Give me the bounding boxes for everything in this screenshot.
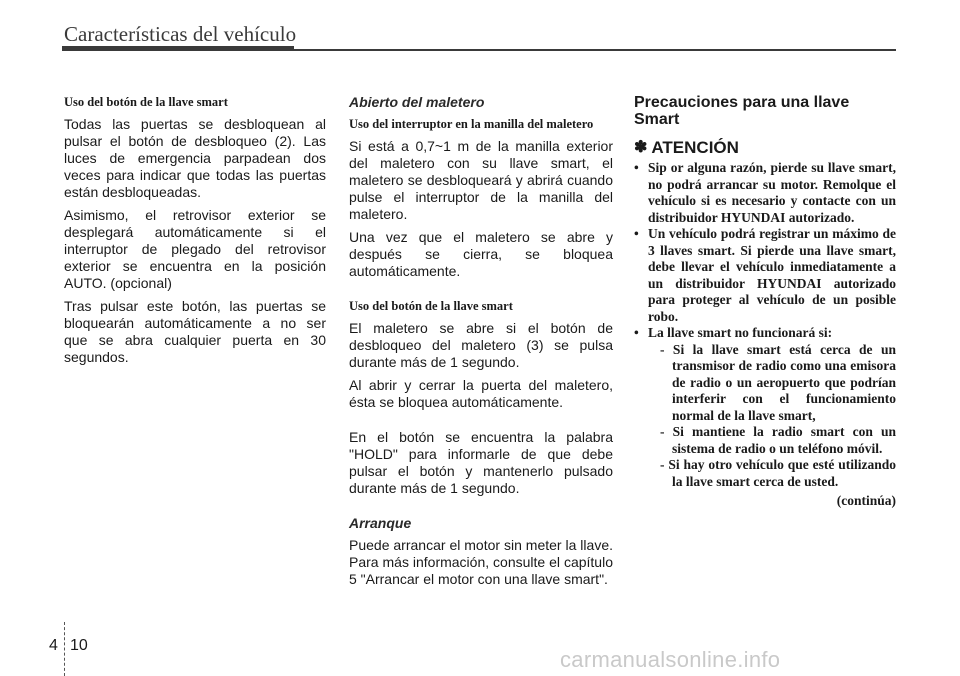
precautions-title: Precauciones para una llave Smart bbox=[634, 94, 850, 128]
section-title-start: Arranque bbox=[349, 515, 412, 531]
warning-list bbox=[634, 160, 896, 490]
continued-note: (continúa) bbox=[836, 493, 896, 508]
paragraph: Puede arrancar el motor sin meter la llave. Para más información, consulte el capítulo 5 "Arrancar el motor con una llave smart". bbox=[349, 537, 613, 587]
list-item: - Si hay otro vehículo que esté utilizando la llave smart cerca de usted. bbox=[660, 457, 896, 489]
column-right bbox=[634, 94, 896, 509]
warning-label: ATENCIÓN bbox=[651, 138, 739, 157]
page-header-title: Características del vehículo bbox=[64, 22, 297, 46]
list-item: - Si mantiene la radio smart con un sistema de radio o un teléfono móvil. bbox=[660, 424, 896, 456]
list-item: • La llave smart no funcionará si: - Si la llave smart está cerca de un transmisor de radio como una emisora de radio o un aeropuerto que podrían interferir con el funcionamiento normal de la llave smart, - Si mantiene la radio smart con un sistema de radio o un teléfono móvil. - Si hay otro vehículo que esté utilizando la llave smart cerca de usted. bbox=[634, 325, 896, 489]
paragraph: Si está a 0,7~1 m de la manilla exterior del maletero con su llave smart, el maletero se desbloqueará y abrirá cuando pulse el interruptor de la manilla del maletero. bbox=[349, 138, 613, 222]
subheading-trunk-handle-switch: Uso del interruptor en la manilla del maletero bbox=[349, 117, 594, 131]
paragraph: Asimismo, el retrovisor exterior se desplegará automáticamente si el interruptor de plegado del retrovisor exterior se encuentra en la posición AUTO. (opcional) bbox=[64, 207, 326, 291]
paragraph: En el botón se encuentra la palabra "HOLD" para informarle de que debe pulsar el botón y mantenerlo pulsado durante más de 1 segundo. bbox=[349, 429, 613, 496]
chapter-number: 4 bbox=[49, 637, 58, 654]
subheading-smart-key-button-trunk: Uso del botón de la llave smart bbox=[349, 299, 513, 313]
paragraph: Todas las puertas se desbloquean al pulsar el botón de desbloqueo (2). Las luces de emergencia parpadean dos veces para indicar que todas las puertas están desbloqueadas. bbox=[64, 116, 326, 200]
paragraph: Una vez que el maletero se abre y después se cierra, se bloquea automáticamente. bbox=[349, 229, 613, 279]
paragraph: Tras pulsar este botón, las puertas se bloquearán automáticamente a no ser que se abra cualquier puerta en 30 segundos. bbox=[64, 298, 326, 365]
header-rule-accent bbox=[62, 46, 294, 51]
paragraph: Al abrir y cerrar la puerta del maletero, ésta se bloquea automáticamente. bbox=[349, 377, 613, 410]
paragraph: El maletero se abre si el botón de desbloqueo del maletero (3) se pulsa durante más de 1 segundo. bbox=[349, 320, 613, 370]
asterisk-icon: ✽ bbox=[634, 139, 648, 156]
footer-divider bbox=[64, 622, 65, 676]
watermark: carmanualsonline.info bbox=[560, 647, 781, 672]
sub-list bbox=[648, 342, 896, 491]
page-number: 10 bbox=[70, 637, 88, 654]
column-middle bbox=[349, 94, 613, 594]
column-left bbox=[64, 94, 326, 372]
list-item: • Un vehículo podrá registrar un máximo de 3 llaves smart. Si pierde una llave smart, debe llevar el vehículo inmediatamente a un distribuidor HYUNDAI autorizado para proteger al vehículo de un posible robo. bbox=[634, 226, 896, 324]
warning-heading bbox=[634, 138, 896, 158]
list-item: - Si la llave smart está cerca de un transmisor de radio como una emisora de radio o un aeropuerto que podrían interferir con el funcionamiento normal de la llave smart, bbox=[660, 341, 896, 423]
list-item: • Sip or alguna razón, pierde su llave smart, no podrá arrancar su motor. Remolque el vehículo si es necesario y contacte con un distribuidor HYUNDAI autorizado. bbox=[634, 160, 896, 225]
subheading-smart-key-button: Uso del botón de la llave smart bbox=[64, 95, 228, 109]
section-title-trunk-open: Abierto del maletero bbox=[349, 94, 485, 110]
